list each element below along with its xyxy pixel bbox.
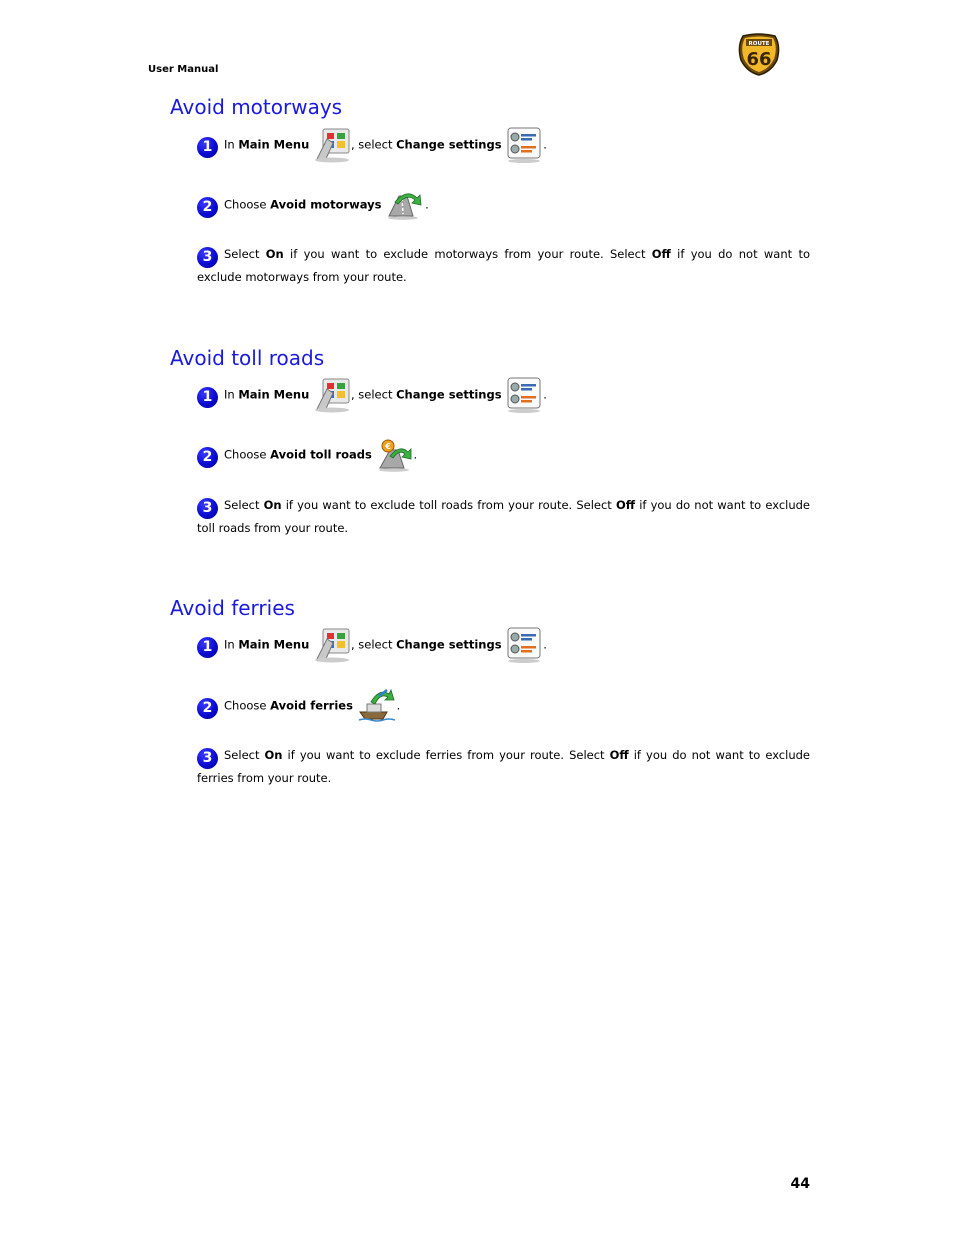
svg-text:€: € <box>384 442 391 451</box>
step-2-avoid-ferries: 2 Choose Avoid ferries . <box>197 688 810 724</box>
page-number: 44 <box>790 1176 810 1192</box>
svg-text:66: 66 <box>746 49 772 70</box>
step-2-avoid-motorways: 2 Choose Avoid motorways . <box>197 190 810 220</box>
step-number: 1 <box>197 137 218 158</box>
main-menu-icon <box>313 127 351 163</box>
change-settings-icon <box>505 126 543 164</box>
step-number: 3 <box>197 748 218 769</box>
avoid-ferries-label: Avoid ferries <box>270 698 353 713</box>
step-3-ferries-description: 3 Select On if you want to exclude ferries from your route. Select Off if you do not want to exclude ferries from your route. <box>197 748 810 785</box>
step-number: 3 <box>197 247 218 268</box>
step-3-motorways-description: 3 Select On if you want to exclude motorways from your route. Select Off if you do not want to exclude motorways from your route. <box>197 247 810 284</box>
change-settings-label: Change settings <box>396 637 502 652</box>
step-1-main-menu: 1 In Main Menu , select Change settings . <box>197 626 810 664</box>
step-number: 1 <box>197 637 218 658</box>
avoid-toll-roads-label: Avoid toll roads <box>270 447 372 462</box>
change-settings-icon <box>505 376 543 414</box>
main-menu-label: Main Menu <box>238 637 310 652</box>
step-number: 3 <box>197 498 218 519</box>
step-number: 2 <box>197 698 218 719</box>
main-menu-label: Main Menu <box>238 387 310 402</box>
section-title-avoid-toll-roads: Avoid toll roads <box>170 346 325 370</box>
step-number: 2 <box>197 447 218 468</box>
step-1-main-menu: 1 In Main Menu , select Change settings . <box>197 376 810 414</box>
step-2-avoid-toll-roads: 2 Choose Avoid toll roads € . <box>197 438 810 472</box>
change-settings-icon <box>505 626 543 664</box>
avoid-toll-roads-icon <box>376 438 414 472</box>
svg-text:ROUTE: ROUTE <box>748 41 770 47</box>
step-1-main-menu: 1 In Main Menu , select Change settings . <box>197 126 810 164</box>
change-settings-label: Change settings <box>396 137 502 152</box>
step-number: 2 <box>197 197 218 218</box>
avoid-motorways-label: Avoid motorways <box>270 197 382 212</box>
route-66-logo <box>737 32 781 76</box>
section-title-avoid-ferries: Avoid ferries <box>170 596 295 620</box>
avoid-motorways-icon <box>385 190 425 220</box>
main-menu-label: Main Menu <box>238 137 310 152</box>
step-number: 1 <box>197 387 218 408</box>
main-menu-icon <box>313 377 351 413</box>
section-title-avoid-motorways: Avoid motorways <box>170 95 343 119</box>
avoid-ferries-icon <box>357 688 397 724</box>
step-3-toll-roads-description: 3 Select On if you want to exclude toll roads from your route. Select Off if you do not want to exclude toll roads from your route. <box>197 498 810 535</box>
main-menu-icon <box>313 627 351 663</box>
change-settings-label: Change settings <box>396 387 502 402</box>
header-label: User Manual <box>148 64 219 75</box>
